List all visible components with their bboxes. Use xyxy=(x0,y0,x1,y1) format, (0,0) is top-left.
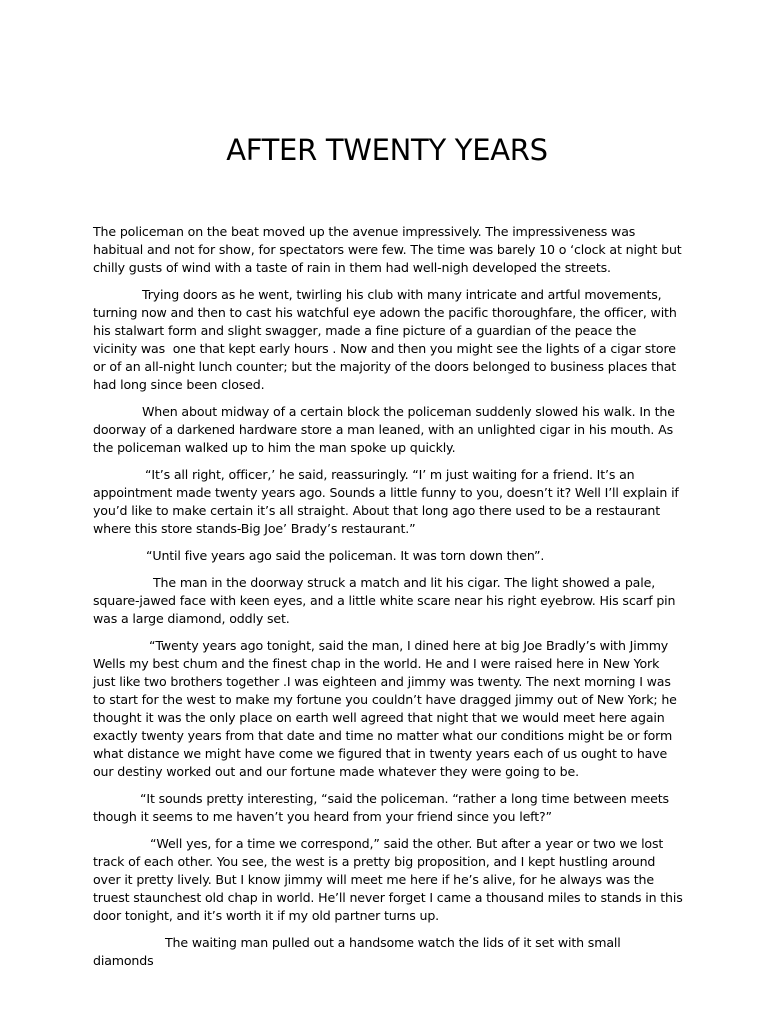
paragraph: The man in the doorway struck a match and lit his cigar. The light showed a pale, square-jawed face with keen eyes, and a little white scare near his right eyebrow. His scarf pin was a large diamond, oddly set. xyxy=(93,575,680,626)
paragraph: The policeman on the beat moved up the avenue impressively. The impressiveness was habitual and not for show, for spectators were few. The time was barely 10 o ‘clock at night but chilly gusts of wind with a taste of rain in them had well-nigh developed the streets. xyxy=(93,224,686,275)
page-title: AFTER TWENTY YEARS xyxy=(226,133,548,167)
paragraph: “Twenty years ago tonight, said the man, I dined here at big Joe Bradly’s with Jimmy Wells my best chum and the finest chap in the world. He and I were raised here in New York just like two brothers together .I was eighteen and jimmy was twenty. The next morning I was to start for the west to make my fortune you couldn’t have dragged jimmy out of New York; he thought it was the only place on earth well agreed that night that we would meet here again exactly twenty years from that date and time no matter what our conditions might be or form what distance we might have come we figured that in twenty years each of us ought to have our destiny worked out and our fortune made whatever they were going to be. xyxy=(93,638,681,779)
story-body xyxy=(93,223,687,979)
paragraph: The waiting man pulled out a handsome watch the lids of it set with small diamonds xyxy=(93,935,625,968)
paragraph: “Well yes, for a time we correspond,” said the other. But after a year or two we lost track of each other. You see, the west is a pretty big proposition, and I kept hustling around over it pretty lively. But I know jimmy will meet me here if he’s alive, for he always was the truest staunchest old chap in world. He’ll never forget I came a thousand miles to stands in this door tonight, and it’s worth it if my old partner turns up. xyxy=(93,836,687,923)
paragraph: “It’s all right, officer,’ he said, reassuringly. “I’ m just waiting for a friend. It’s an appointment made twenty years ago. Sounds a little funny to you, doesn’t it? Well I’ll explain if you’d like to make certain it’s all straight. About that long ago there used to be a restaurant where this store stands-Big Joe’ Brady’s restaurant.” xyxy=(93,467,683,536)
paragraph: “It sounds pretty interesting, “said the policeman. “rather a long time between meets though it seems to me haven’t you heard from your friend since you left?” xyxy=(93,791,673,824)
paragraph: Trying doors as he went, twirling his club with many intricate and artful movements, turning now and then to cast his watchful eye adown the pacific thoroughfare, the officer, with his stalwart form and slight swagger, made a fine picture of a guardian of the peace the vicinity was one that kept early hours . Now and then you might see the lights of a cigar store or of an all-night lunch counter; but the majority of the doors belonged to business places that had long since been closed. xyxy=(93,287,681,392)
paragraph: “Until five years ago said the policeman. It was torn down then”. xyxy=(146,548,545,563)
paragraph: When about midway of a certain block the policeman suddenly slowed his walk. In the doorway of a darkened hardware store a man leaned, with an unlighted cigar in his mouth. As the policeman walked up to him the man spoke up quickly. xyxy=(93,404,679,455)
